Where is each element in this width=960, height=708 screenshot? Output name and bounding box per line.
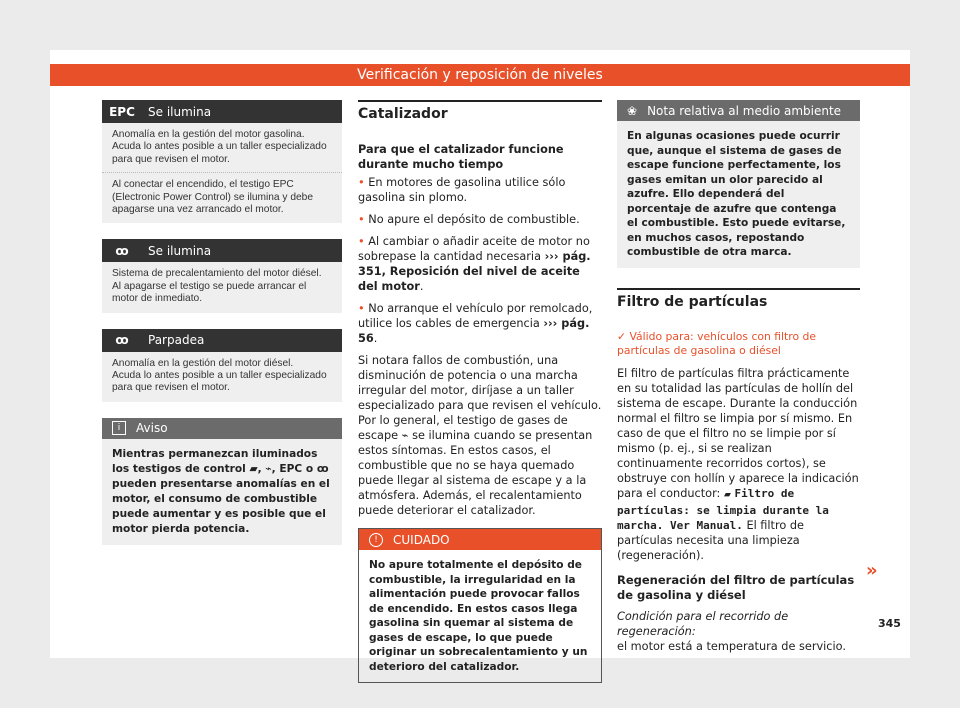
info-icon: i	[112, 421, 126, 435]
bullet-icon: •	[358, 213, 369, 226]
driver-message: Filtro de partículas: se limpia durante la marcha. Ver Manual.	[617, 486, 829, 532]
validity-note: ✓ Válido para: vehículos con filtro de partículas de gasolina o diésel	[617, 329, 817, 357]
aviso-box	[102, 418, 342, 545]
bullet-item: • No arranque el vehículo por remolcado, utilice los cables de emergencia ››› pág. 56.	[358, 302, 593, 345]
aviso-text: Mientras permanezcan iluminados los testigos de control ▰, ⌁, EPC o ꝏ pueden presentarse anomalías en el motor, el consumo de combustible puede aumentar y es posible que el motor pierda potencia.	[112, 447, 330, 535]
bullet-icon: •	[358, 302, 369, 315]
warning-box-epc	[102, 100, 342, 223]
page-reference-link[interactable]: ››› pág. 351, Reposición del nivel de aceite del motor	[358, 250, 591, 293]
car-filter-icon: ▰	[723, 489, 731, 500]
note-text: En algunas ocasiones puede ocurrir que, aunque el sistema de gases de escape funcione perfectamente, los gases emitan un olor parecido al azufre. Ello dependerá del porcentaje de azufre que contenga el combustible. Esto puede evitarse, en muchos casos, repostando combustible de otra marca.	[627, 130, 846, 258]
preheating-coil-icon: ꝏ	[115, 333, 129, 348]
warning-title: Se ilumina	[148, 104, 212, 119]
environment-note-box	[617, 100, 860, 268]
warning-text: Sistema de precalentamiento del motor diésel. Al apagarse el testigo se puede arrancar el motor de inmediato.	[112, 268, 322, 305]
continue-arrow-icon: »	[866, 560, 878, 581]
right-column	[617, 100, 860, 654]
page-number: 345	[878, 617, 901, 630]
warning-title: Se ilumina	[148, 243, 212, 258]
body-paragraph: El filtro de partículas filtra prácticamente en su totalidad las partículas de hollín del sistema de escape. Durante la conducción normal el filtro se limpia por sí mismo. En caso de que el filtro no se limpie por sí mismo (p. ej., si se realizan continuamente recorridos cortos), se obstruye con hollín y aparece la indicación para el conductor: ▰ Filtro de partículas: se limpia durante la marcha. Ver Manual. El filtro de partículas necesita una limpieza (regeneración).	[617, 366, 859, 562]
bullet-icon: •	[358, 235, 369, 248]
cuidado-text: No apure totalmente el depósito de combustible, la irregularidad en la alimentación puede provocar fallos de encendido. En estos casos llega gasolina sin quemar al sistema de gases de escape, lo que puede originar un sobrecalentamiento y un deterioro del catalizador.	[369, 559, 588, 673]
subtitle: Para que el catalizador funcione durante mucho tiempo	[358, 143, 564, 171]
bullet-item: • No apure el depósito de combustible.	[358, 213, 580, 226]
page-header: Verificación y reposición de niveles	[50, 64, 910, 86]
warning-bar	[102, 239, 342, 262]
bullet-icon: •	[358, 176, 369, 189]
body-paragraph: Si notara fallos de combustión, una disminución de potencia o una marcha irregular del motor, diríjase a un taller especializado para que revisen el vehículo. Por lo general, el testigo de gases de escape ⌁ se ilumina cuando se presentan estos síntomas. En estos casos, el combustible que no se haya quemado puede llegar al sistema de escape y a la atmósfera. Además, el recalentamiento puede deteriorar el catalizador.	[358, 354, 602, 517]
warning-text: Anomalía en la gestión del motor diésel. Acuda lo antes posible a un taller especializado para que revisen el motor.	[112, 357, 327, 394]
condition-text: el motor está a temperatura de servicio.	[617, 639, 846, 653]
warning-text: Anomalía en la gestión del motor gasolina. Acuda lo antes posible a un taller especializado para que revisen el motor.	[112, 129, 327, 165]
bullet-item: • En motores de gasolina utilice sólo gasolina sin plomo.	[358, 176, 566, 204]
section-title: Filtro de partículas	[617, 288, 860, 318]
section-title: Catalizador	[358, 100, 602, 130]
epc-icon: EPC	[109, 104, 135, 119]
bullet-item: • Al cambiar o añadir aceite de motor no sobrepase la cantidad necesaria ››› pág. 351, Reposición del nivel de aceite del motor.	[358, 235, 591, 293]
cuidado-title: CUIDADO	[393, 532, 450, 547]
subheading: Regeneración del filtro de partículas de gasolina y diésel	[617, 572, 855, 602]
page-reference-link[interactable]: ››› pág. 56	[358, 317, 590, 345]
divider	[102, 172, 342, 173]
condition-label: Condición para el recorrido de regeneración:	[617, 609, 789, 638]
warning-box-blink	[102, 329, 342, 402]
cuidado-box	[358, 528, 602, 683]
left-column	[102, 100, 342, 545]
note-title: Nota relativa al medio ambiente	[647, 103, 842, 118]
warning-bar	[102, 100, 342, 123]
middle-column	[358, 100, 602, 683]
warning-text: Al conectar el encendido, el testigo EPC (Electronic Power Control) se ilumina y debe apagarse una vez arrancado el motor.	[112, 179, 314, 216]
preheating-coil-icon: ꝏ	[115, 243, 129, 258]
caution-icon: !	[369, 533, 383, 547]
warning-box-preheat	[102, 239, 342, 312]
warning-bar	[102, 329, 342, 352]
environment-icon: ❀	[627, 103, 638, 118]
warning-title: Parpadea	[148, 333, 205, 348]
aviso-title: Aviso	[136, 421, 168, 436]
